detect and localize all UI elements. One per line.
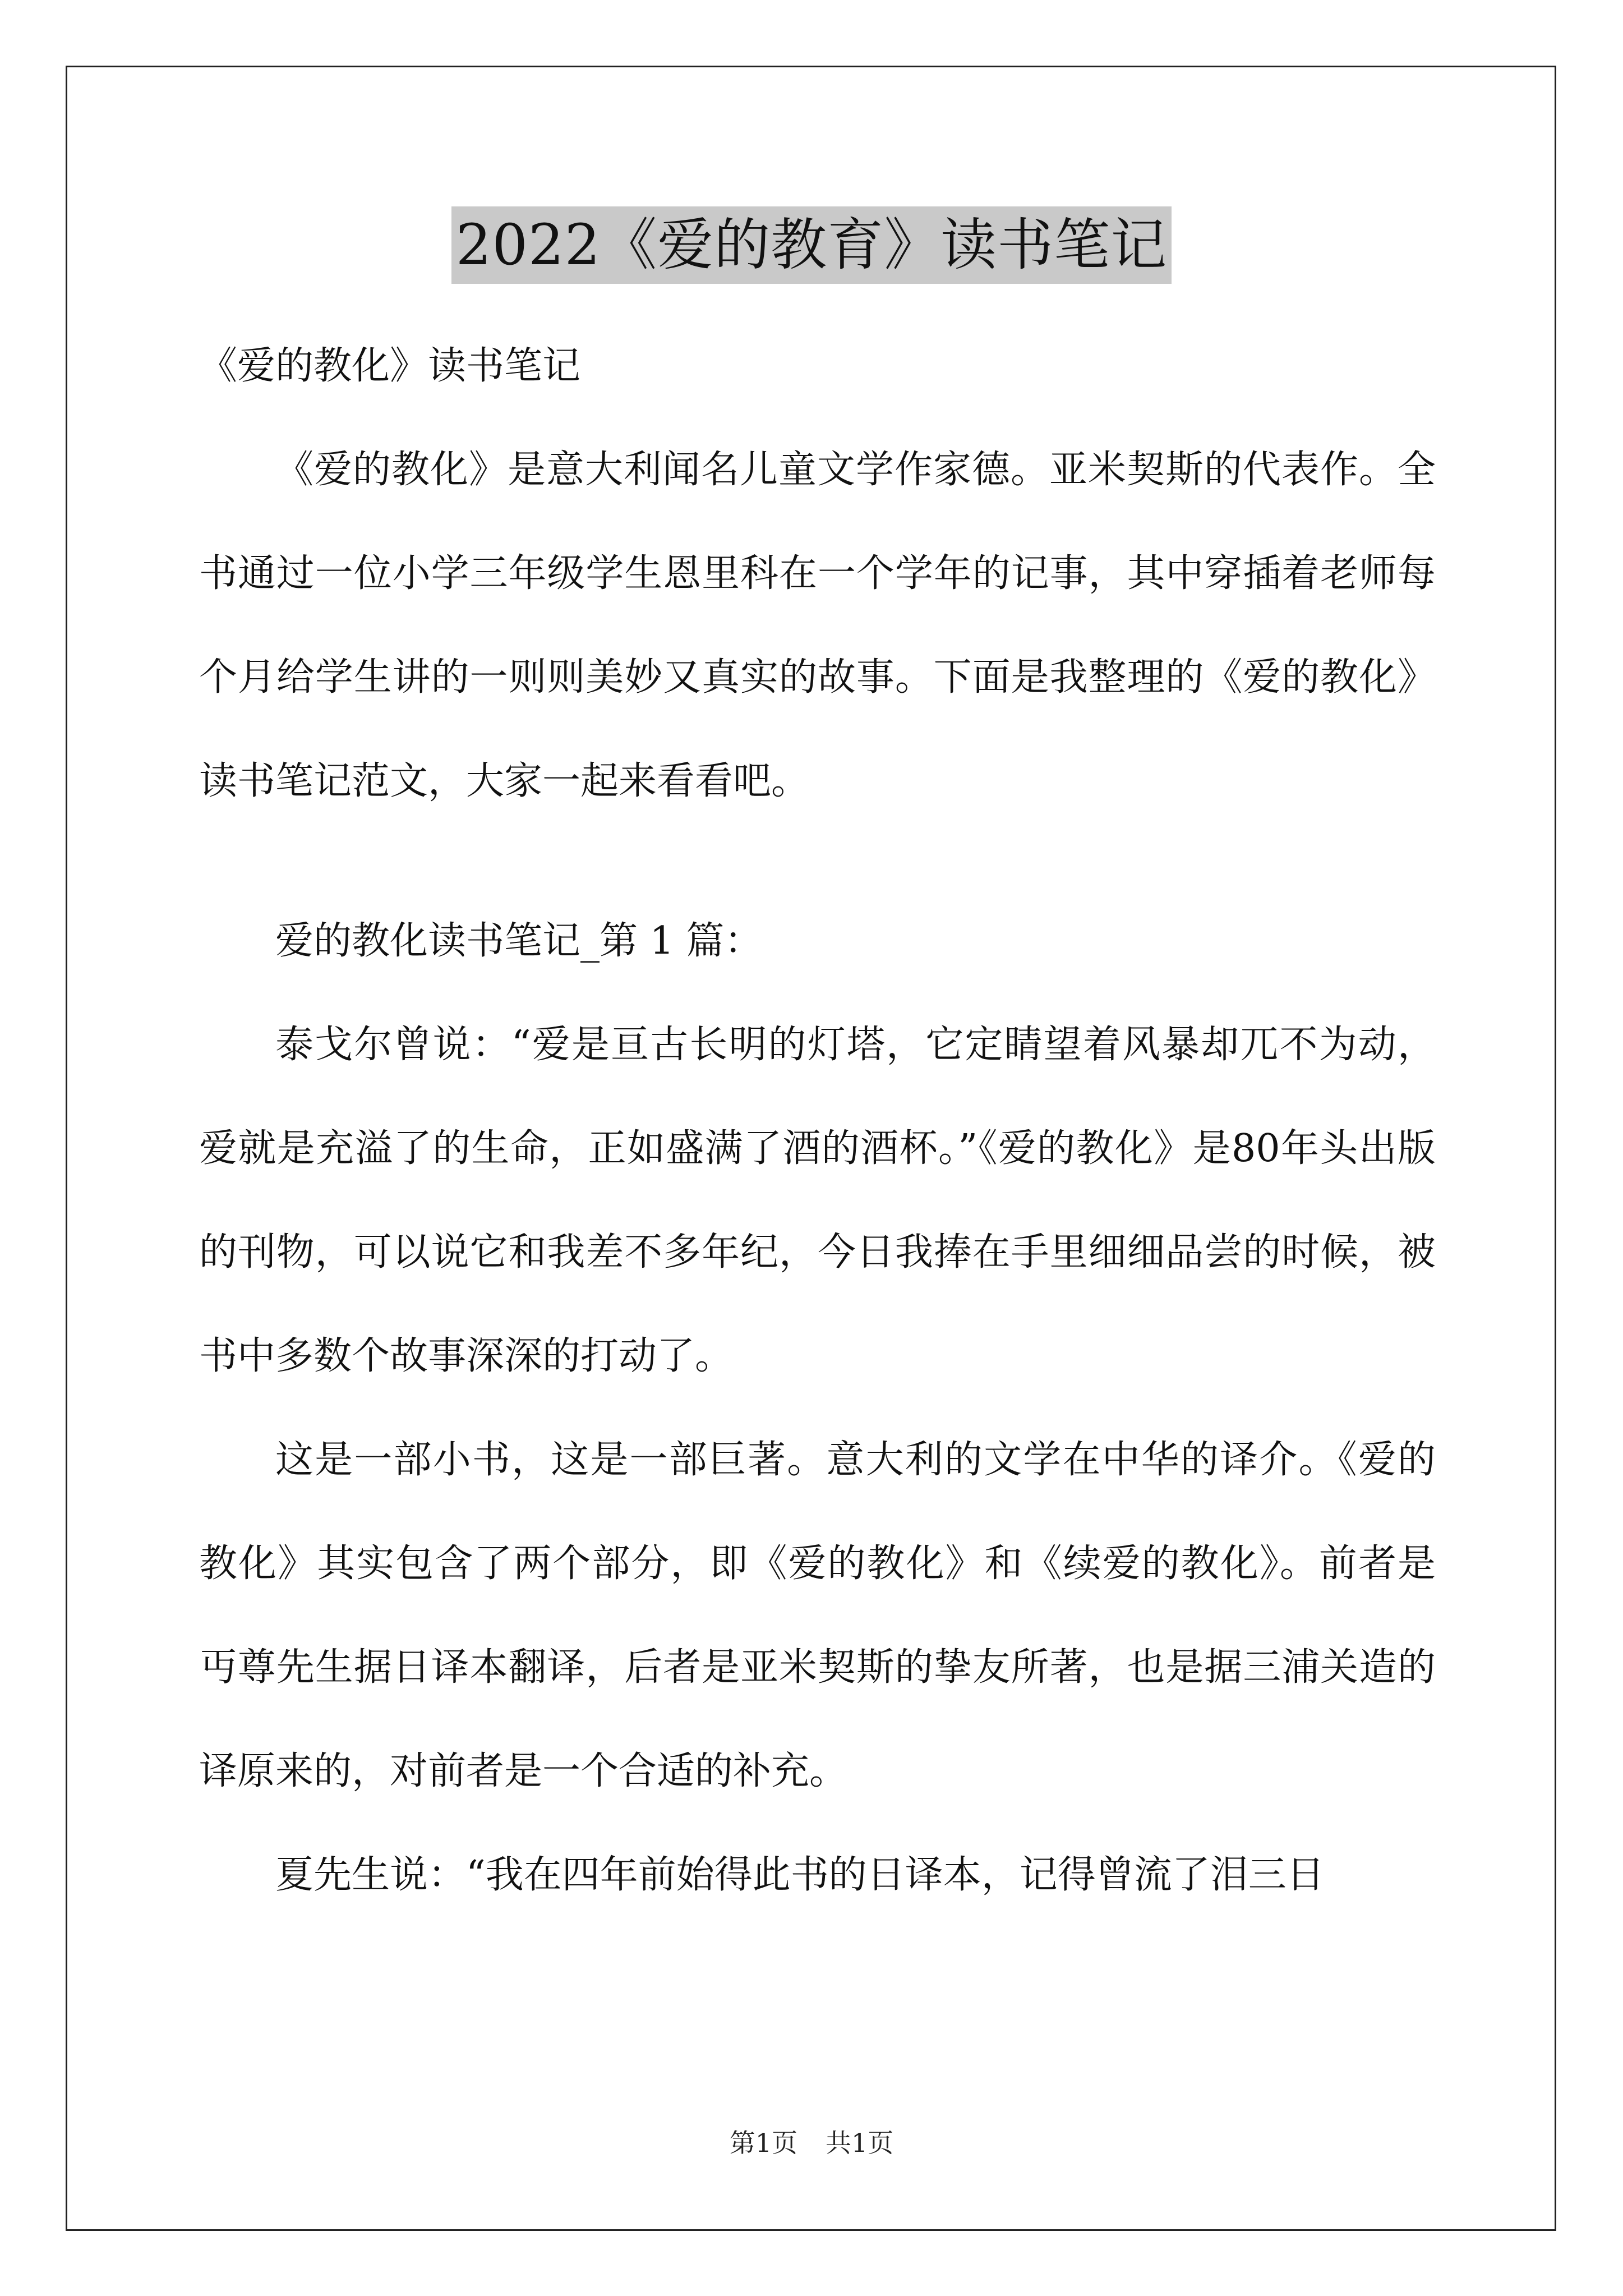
document-title: 2022《爱的教育》读书笔记 xyxy=(451,206,1172,284)
page-number-current: 第1页 xyxy=(729,2128,797,2158)
intro-paragraph: 《爱的教化》是意大利闻名儿童文学作家德。亚米契斯的代表作。全书通过一位小学三年级学生恩里科在一个学年的记事，其中穿插着老师每个月给学生讲的一则则美妙又真实的故事。下面是我整理的《爱的教化》读书笔记范文，大家一起来看看吧。 xyxy=(199,448,1436,803)
body-paragraph: 夏先生说：“我在四年前始得此书的日译本，记得曾流了泪三日 xyxy=(275,1853,1325,1897)
page-number-total: 共1页 xyxy=(826,2128,894,2158)
body-paragraph: 泰戈尔曾说：“爱是亘古长明的灯塔，它定睛望着风暴却兀不为动，爱就是充溢了的生命，正如盛满了酒的酒杯。”《爱的教化》是80年头出版的刊物，可以说它和我差不多年纪，今日我捧在手里细细品尝的时候，被书中多数个故事深深的打动了。 xyxy=(199,1023,1436,1378)
document-body xyxy=(199,314,1436,1927)
section-heading: 爱的教化读书笔记_第 1 篇： xyxy=(275,919,763,963)
section-gap xyxy=(199,833,1436,889)
title-container xyxy=(0,206,1623,284)
page-footer xyxy=(0,2126,1623,2160)
body-paragraph: 这是一部小书，这是一部巨著。意大利的文学在中华的译介。《爱的教化》其实包含了两个部分，即《爱的教化》和《续爱的教化》。前者是丏尊先生据日译本翻译，后者是亚米契斯的挚友所著，也是据三浦关造的译原来的，对前者是一个合适的补充。 xyxy=(199,1438,1436,1793)
document-subtitle: 《爱的教化》读书笔记 xyxy=(199,344,581,388)
